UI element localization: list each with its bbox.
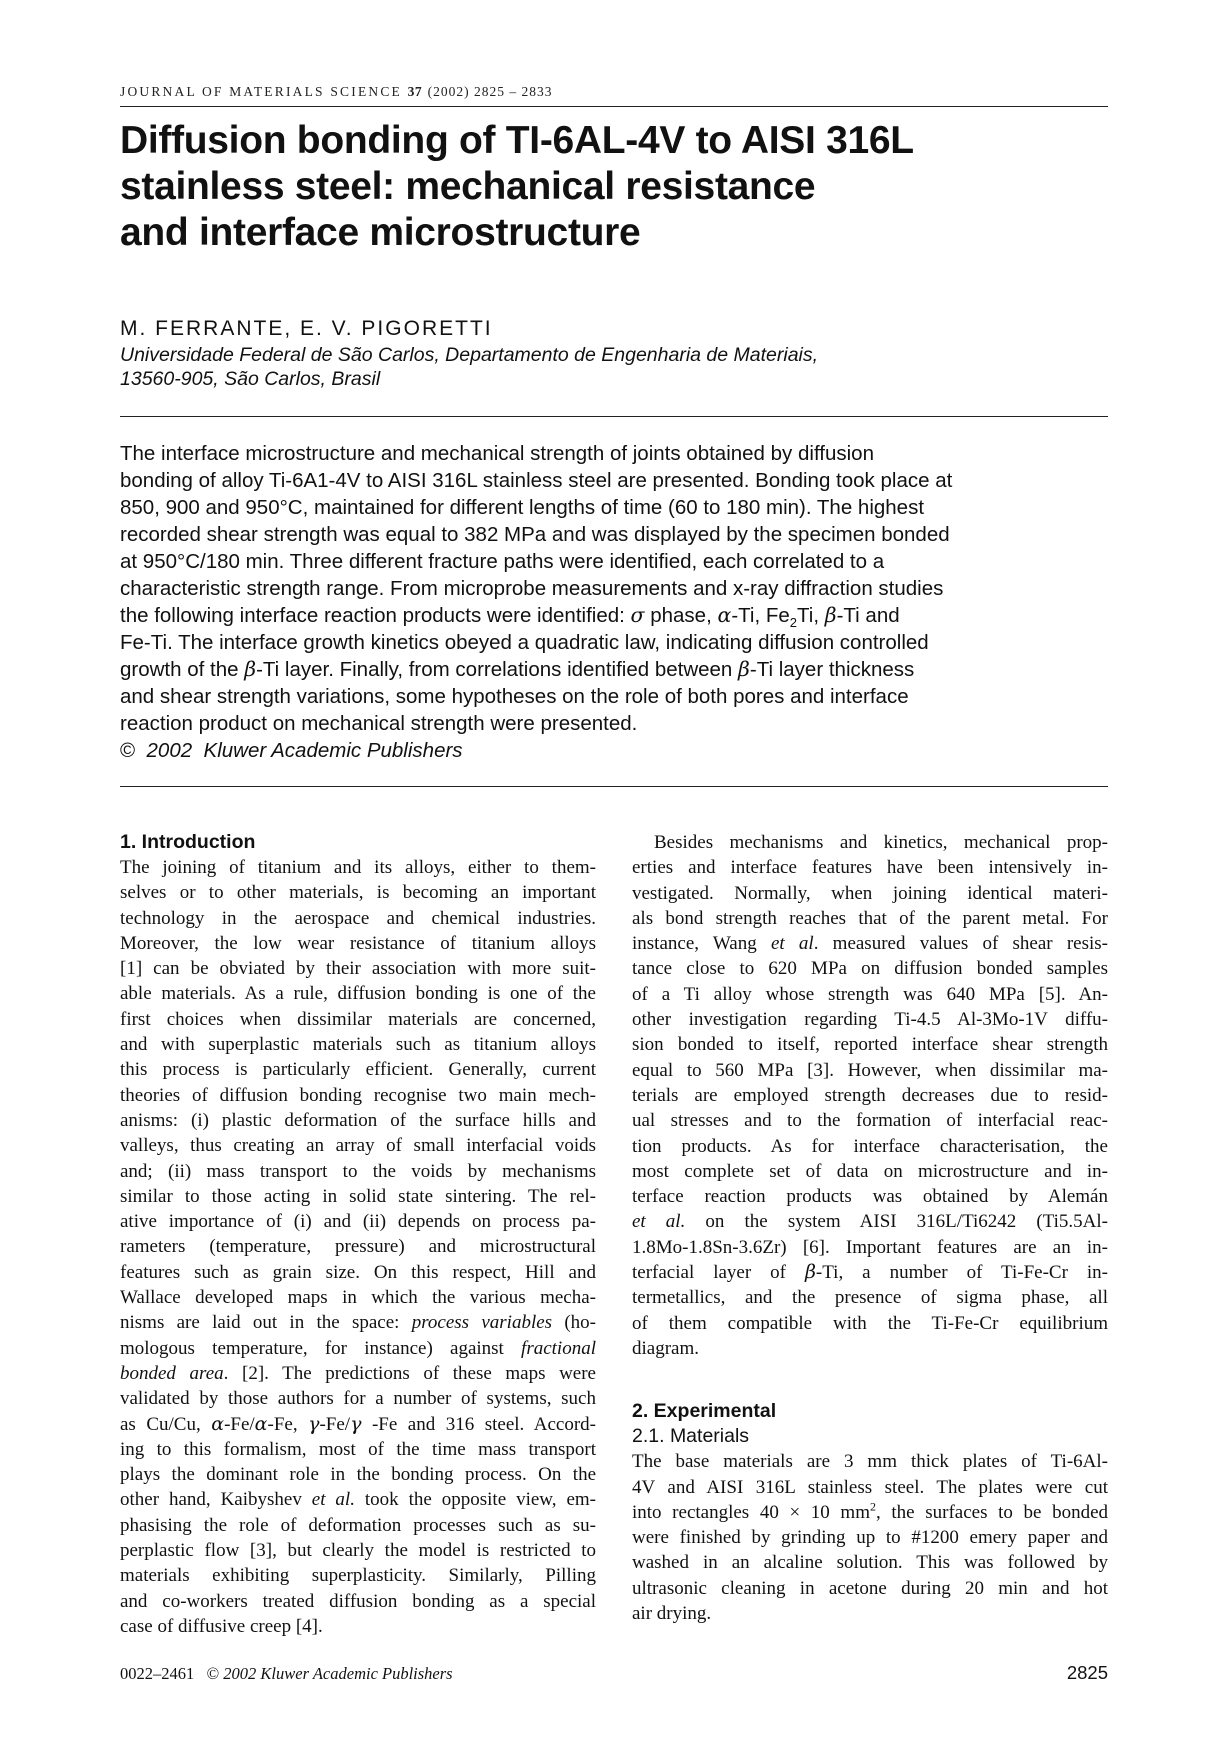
emphasis: process variables bbox=[411, 1312, 553, 1334]
body-line: case of diffusive creep [4]. bbox=[120, 1615, 323, 1637]
body-line: ual stresses and to the formation of interfacial reac- bbox=[632, 1110, 1108, 1132]
text-run: -Ti layer. Finally, from correlations identified between bbox=[256, 658, 739, 681]
superscript: 2 bbox=[870, 1499, 876, 1514]
abstract-line bbox=[120, 656, 1110, 683]
body-line: ing to this formalism, most of the time mass transport bbox=[120, 1438, 596, 1460]
abstract-line: bonding of alloy Ti-6A1-4V to AISI 316L stainless steel are presented. Bonding took place at bbox=[120, 469, 953, 492]
body-line: Besides mechanisms and kinetics, mechanical prop- bbox=[654, 832, 1108, 853]
journal-volume: 37 bbox=[407, 84, 423, 99]
text-run: -Ti layer thickness bbox=[749, 658, 915, 681]
body-line bbox=[120, 1361, 596, 1386]
body-line: vestigated. Normally, when joining identical materi- bbox=[632, 882, 1108, 904]
title-line: and interface microstructure bbox=[120, 211, 641, 254]
body-line: erties and interface features have been intensively in- bbox=[632, 857, 1108, 879]
subsection-heading-materials: 2.1. Materials bbox=[632, 1425, 750, 1448]
text-run: . measured values of shear resis- bbox=[813, 933, 1108, 955]
body-line: terface reaction products was obtained by Alemán bbox=[632, 1186, 1108, 1208]
body-line: valleys, thus creating an array of small interfacial voids bbox=[120, 1135, 596, 1157]
body-line: termetallics, and the presence of sigma phase, all bbox=[632, 1287, 1108, 1309]
body-line: ultrasonic cleaning in acetone during 20 min and hot bbox=[632, 1577, 1108, 1599]
body-line: rameters (temperature, pressure) and microstructural bbox=[120, 1236, 596, 1258]
text-run: (ho- bbox=[552, 1312, 596, 1334]
text-run: -Fe, bbox=[267, 1413, 309, 1435]
text-run: other hand, Kaibyshev bbox=[120, 1489, 312, 1511]
left-column bbox=[120, 830, 596, 1639]
body-line: plays the dominant role in the bonding process. On the bbox=[120, 1464, 596, 1486]
abstract-line: Fe-Ti. The interface growth kinetics obeyed a quadratic law, indicating diffusion controlled bbox=[120, 631, 929, 654]
body-line bbox=[632, 931, 1108, 956]
body-line: theories of diffusion bonding recognise two main mech- bbox=[120, 1084, 596, 1106]
body-line: Wallace developed maps in which the various mecha- bbox=[120, 1287, 596, 1309]
body-line: 4V and AISI 316L stainless steel. The plates were cut bbox=[632, 1476, 1108, 1498]
body-line: most complete set of data on microstructure and in- bbox=[632, 1160, 1108, 1182]
body-line bbox=[120, 1336, 596, 1361]
copyright-symbol: © bbox=[206, 1664, 220, 1683]
body-line bbox=[120, 1412, 596, 1437]
body-line: The joining of titanium and its alloys, either to them- bbox=[120, 857, 596, 878]
copyright-publisher: Kluwer Academic Publishers bbox=[203, 739, 463, 762]
text-run: the following interface reaction products were identified: bbox=[120, 604, 631, 627]
text-run: Ti, bbox=[797, 604, 825, 627]
body-line: able materials. As a rule, diffusion bonding is one of the bbox=[120, 983, 596, 1005]
body-line: features such as grain size. On this respect, Hill and bbox=[120, 1261, 596, 1283]
abstract-line: at 950°C/180 min. Three different fracture paths were identified, each correlated to a bbox=[120, 550, 885, 573]
text-run: instance, Wang bbox=[632, 933, 771, 955]
abstract-line: characteristic strength range. From microprobe measurements and x-ray diffraction studies bbox=[120, 577, 944, 600]
journal-header bbox=[120, 84, 1108, 100]
body-line bbox=[632, 1209, 1108, 1234]
body-line: of a Ti alloy whose strength was 640 MPa [5]. An- bbox=[632, 983, 1108, 1005]
abstract-line: The interface microstructure and mechanical strength of joints obtained by diffusion bbox=[120, 442, 874, 465]
title-line: stainless steel: mechanical resistance bbox=[120, 165, 816, 208]
section-heading-experimental: 2. Experimental bbox=[632, 1400, 777, 1423]
body-line: sion bonded to itself, reported interface shear strength bbox=[632, 1034, 1108, 1056]
alpha-symbol: α bbox=[254, 1412, 268, 1435]
header-rule bbox=[120, 106, 1108, 107]
emphasis: et al. bbox=[632, 1211, 686, 1233]
body-line: tance close to 620 MPa on diffusion bonded samples bbox=[632, 958, 1108, 980]
emphasis: bonded area bbox=[120, 1362, 224, 1384]
alpha-symbol: α bbox=[211, 1412, 225, 1435]
body-line: and; (ii) mass transport to the voids by mechanisms bbox=[120, 1160, 596, 1182]
body-line bbox=[632, 1500, 1108, 1525]
journal-year-pages: (2002) 2825 – 2833 bbox=[427, 84, 553, 99]
body-line: materials exhibiting superplasticity. Similarly, Pilling bbox=[120, 1565, 596, 1587]
text-run: -Ti and bbox=[836, 604, 900, 627]
body-line: washed in an alcaline solution. This was followed by bbox=[632, 1552, 1108, 1574]
body-line: equal to 560 MPa [3]. However, when dissimilar ma- bbox=[632, 1059, 1108, 1081]
footer-publisher: 2002 Kluwer Academic Publishers bbox=[223, 1664, 453, 1683]
text-run: took the opposite view, em- bbox=[354, 1489, 596, 1511]
text-run: into rectangles 40 × 10 mm bbox=[632, 1501, 870, 1523]
body-line: and co-workers treated diffusion bonding as a special bbox=[120, 1590, 596, 1612]
beta-symbol: β bbox=[804, 1261, 816, 1284]
body-line: technology in the aerospace and chemical industries. bbox=[120, 907, 596, 929]
body-line: phasising the role of deformation processes such as su- bbox=[120, 1514, 596, 1536]
gamma-symbol: γ bbox=[308, 1412, 320, 1435]
text-run: , the surfaces to be bonded bbox=[876, 1501, 1108, 1523]
body-line bbox=[632, 1260, 1108, 1285]
text-run: terfacial layer of bbox=[632, 1262, 805, 1284]
paper-page bbox=[120, 0, 1108, 1748]
author-list: M. FERRANTE, E. V. PIGORETTI bbox=[120, 317, 493, 340]
affiliation-line: 13560-905, São Carlos, Brasil bbox=[120, 368, 381, 390]
body-line: tion products. As for interface characterisation, the bbox=[632, 1135, 1108, 1157]
body-line: anisms: (i) plastic deformation of the surface hills and bbox=[120, 1109, 596, 1131]
section-heading-introduction: 1. Introduction bbox=[120, 831, 256, 853]
sigma-symbol: σ bbox=[630, 603, 645, 627]
text-run: on the system AISI 316L/Ti6242 (Ti5.5Al- bbox=[685, 1211, 1109, 1233]
affiliation bbox=[120, 343, 818, 391]
right-column bbox=[632, 830, 1108, 1626]
body-line: and with superplastic materials such as titanium alloys bbox=[120, 1034, 596, 1056]
text-run: -Fe and 316 steel. Accord- bbox=[361, 1413, 596, 1435]
issn: 0022–2461 bbox=[120, 1664, 195, 1683]
body-line: terials are employed strength decreases due to resid- bbox=[632, 1084, 1108, 1106]
body-line: validated by those authors for a number of systems, such bbox=[120, 1388, 596, 1410]
body-line: air drying. bbox=[632, 1603, 712, 1625]
body-line: perplastic flow [3], but clearly the model is restricted to bbox=[120, 1540, 596, 1562]
text-run: -Fe/ bbox=[224, 1413, 255, 1435]
body-line: first choices when dissimilar materials are concerned, bbox=[120, 1008, 596, 1030]
body-line bbox=[120, 1310, 596, 1335]
emphasis: et al bbox=[770, 933, 814, 955]
abstract-bottom-rule bbox=[120, 786, 1108, 787]
body-line bbox=[120, 1487, 596, 1512]
alpha-symbol: α bbox=[717, 603, 732, 627]
abstract-line: reaction product on mechanical strength were presented. bbox=[120, 712, 638, 735]
subscript: 2 bbox=[789, 615, 798, 631]
beta-symbol: β bbox=[738, 657, 750, 681]
text-run: nisms are laid out in the space: bbox=[120, 1312, 412, 1334]
paper-title bbox=[120, 118, 1020, 256]
abstract bbox=[120, 440, 1110, 764]
body-line: Moreover, the low wear resistance of titanium alloys bbox=[120, 932, 596, 954]
body-line: selves or to other materials, is becoming an important bbox=[120, 882, 596, 904]
emphasis: et al. bbox=[311, 1489, 355, 1511]
text-run: -Ti, a number of Ti-Fe-Cr in- bbox=[815, 1262, 1108, 1284]
text-run: mologous temperature, for instance) against bbox=[120, 1337, 522, 1359]
body-line: were finished by grinding up to #1200 emery paper and bbox=[632, 1527, 1108, 1549]
copyright-year: 2002 bbox=[146, 739, 193, 762]
text-run: phase, bbox=[644, 604, 718, 627]
body-line: 1.8Mo-1.8Sn-3.6Zr) [6]. Important features are an in- bbox=[632, 1236, 1108, 1258]
body-line: other investigation regarding Ti-4.5 Al-3Mo-1V diffu- bbox=[632, 1009, 1108, 1031]
abstract-line: and shear strength variations, some hypotheses on the role of both pores and interface bbox=[120, 685, 909, 708]
body-line: [1] can be obviated by their association with more suit- bbox=[120, 958, 596, 980]
text-run: growth of the bbox=[120, 658, 245, 681]
abstract-line: 850, 900 and 950°C, maintained for different lengths of time (60 to 180 min). The highest bbox=[120, 496, 925, 519]
body-line: als bond strength reaches that of the parent metal. For bbox=[632, 907, 1108, 929]
footer-issn bbox=[120, 1664, 453, 1684]
body-line: similar to those acting in solid state sintering. The rel- bbox=[120, 1185, 596, 1207]
body-line: ative importance of (i) and (ii) depends on process pa- bbox=[120, 1211, 596, 1233]
text-run: as Cu/Cu, bbox=[120, 1413, 212, 1435]
beta-symbol: β bbox=[244, 657, 257, 681]
title-line: Diffusion bonding of TI-6AL-4V to AISI 316L bbox=[120, 119, 914, 162]
beta-symbol: β bbox=[824, 603, 837, 627]
body-line: diagram. bbox=[632, 1337, 700, 1359]
gamma-symbol: γ bbox=[350, 1412, 362, 1435]
abstract-copyright bbox=[120, 737, 1110, 764]
abstract-line: recorded shear strength was equal to 382 MPa and was displayed by the specimen bonded bbox=[120, 523, 950, 546]
emphasis: fractional bbox=[521, 1337, 596, 1359]
text-run: -Fe/ bbox=[319, 1413, 351, 1435]
section-spacer bbox=[632, 1361, 1108, 1399]
journal-name: JOURNAL OF MATERIALS SCIENCE bbox=[120, 84, 402, 99]
affiliation-line: Universidade Federal de São Carlos, Departamento de Engenharia de Materiais, bbox=[120, 344, 819, 366]
page-number: 2825 bbox=[1066, 1662, 1108, 1683]
text-run: -Ti, Fe bbox=[731, 604, 790, 627]
body-line: of them compatible with the Ti-Fe-Cr equilibrium bbox=[632, 1312, 1108, 1334]
text-run: . [2]. The predictions of these maps were bbox=[223, 1362, 596, 1384]
abstract-top-rule bbox=[120, 416, 1108, 417]
abstract-line bbox=[120, 602, 1110, 629]
body-line: this process is particularly efficient. Generally, current bbox=[120, 1059, 596, 1081]
copyright-symbol: © bbox=[120, 739, 136, 762]
body-line: The base materials are 3 mm thick plates of Ti-6Al- bbox=[632, 1451, 1108, 1473]
